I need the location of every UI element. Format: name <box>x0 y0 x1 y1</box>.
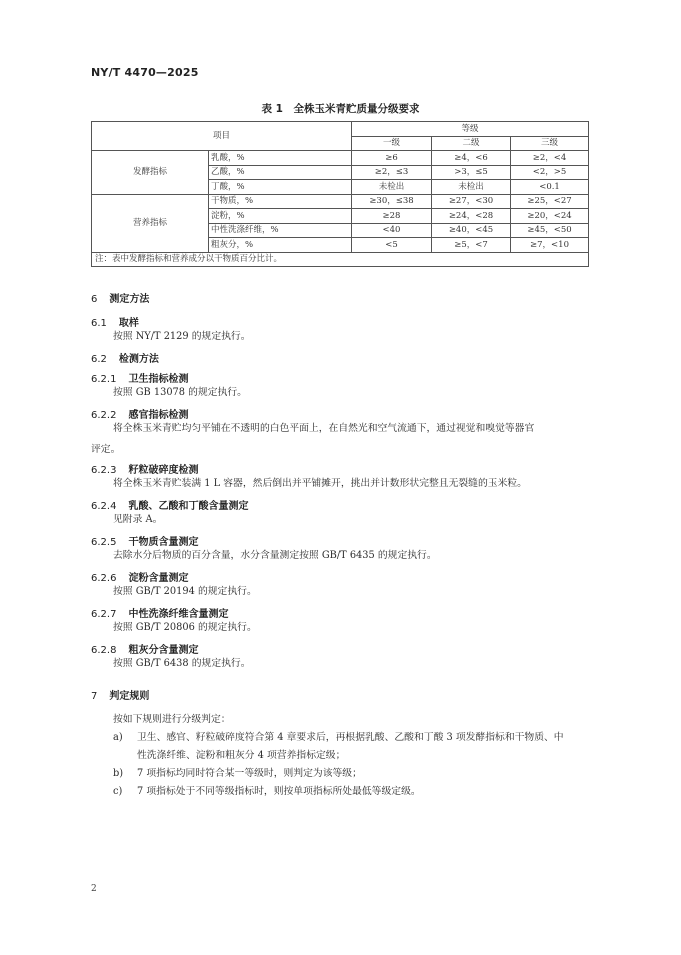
row-value: ≥7，<10 <box>511 238 589 253</box>
row-value: <40 <box>352 223 432 238</box>
table-row <box>92 194 589 209</box>
section-6-2-1-text: 按照 GB 13078 的规定执行。 <box>113 387 247 398</box>
section-6-2-7-heading <box>91 605 228 620</box>
section-number: 7 <box>91 691 98 702</box>
row-value: >3，≤5 <box>432 165 511 180</box>
section-title: 粗灰分含量测定 <box>128 645 199 656</box>
row-value: ≥30，≤38 <box>352 194 432 209</box>
row-value: ≥2，<4 <box>511 151 589 166</box>
section-6-2-4-text: 见附录 A。 <box>113 514 163 525</box>
row-value: ≥5，<7 <box>432 238 511 253</box>
group-name: 发酵指标 <box>92 151 209 195</box>
rule-text-cont: 性洗涤纤维、淀粉和粗灰分 4 项营养指标定级； <box>137 750 346 761</box>
rule-text: 7 项指标处于不同等级指标时，则按单项指标所处最低等级定级。 <box>137 786 421 797</box>
section-number: 6.2.1 <box>91 374 117 385</box>
section-6-1-heading <box>91 314 139 329</box>
grade-3: 三级 <box>511 136 589 151</box>
section-6-2-6-text: 按照 GB/T 20194 的规定执行。 <box>113 586 257 597</box>
section-number: 6.2 <box>91 354 107 365</box>
section-6-2-5-text: 去除水分后物质的百分含量，水分含量测定按照 GB/T 6435 的规定执行。 <box>113 550 437 561</box>
section-6-2-7-text: 按照 GB/T 20806 的规定执行。 <box>113 622 257 633</box>
rule-marker: c) <box>113 786 123 797</box>
row-value: ≥6 <box>352 151 432 166</box>
section-title: 感官指标检测 <box>128 410 189 421</box>
rule-marker: a) <box>113 732 123 743</box>
table-header-row <box>92 122 589 137</box>
rule-item-c <box>113 783 590 801</box>
section-6-2-6-heading <box>91 569 188 584</box>
section-number: 6.2.6 <box>91 573 117 584</box>
section-title: 检测方法 <box>118 354 159 365</box>
page-number: 2 <box>91 884 97 894</box>
rule-text: 7 项指标均同时符合某一等级时，则判定为该等级； <box>137 768 362 779</box>
grade-2: 二级 <box>432 136 511 151</box>
row-item: 中性洗涤纤维，% <box>209 223 352 238</box>
section-title: 乳酸、乙酸和丁酸含量测定 <box>128 501 249 512</box>
section-title: 籽粒破碎度检测 <box>128 465 199 476</box>
section-title: 测定方法 <box>109 294 150 305</box>
row-value: ≥27，<30 <box>432 194 511 209</box>
section-6-heading <box>91 290 149 305</box>
section-6-2-2-heading <box>91 406 188 421</box>
table-title: 表 1 全株玉米青贮质量分级要求 <box>261 103 420 115</box>
row-value: 未检出 <box>432 180 511 195</box>
section-title: 取样 <box>118 318 139 329</box>
section-6-2-1-heading <box>91 370 188 385</box>
section-title: 淀粉含量测定 <box>128 573 189 584</box>
rule-item-b <box>113 765 590 783</box>
grade-table <box>91 121 589 267</box>
row-value: ≥28 <box>352 209 432 224</box>
row-value: ≥2，≤3 <box>352 165 432 180</box>
section-number: 6.2.3 <box>91 465 117 476</box>
table-note-row <box>92 252 589 266</box>
section-title: 卫生指标检测 <box>128 374 189 385</box>
rule-text: 卫生、感官、籽粒破碎度符合第 4 章要求后，再根据乳酸、乙酸和丁酸 3 项发酵指标和干物质、中 <box>137 732 564 743</box>
section-number: 6.2.2 <box>91 410 117 421</box>
row-value: <5 <box>352 238 432 253</box>
row-value: 未检出 <box>352 180 432 195</box>
section-title: 干物质含量测定 <box>128 537 199 548</box>
row-value: <2，>5 <box>511 165 589 180</box>
section-title: 中性洗涤纤维含量测定 <box>128 609 229 620</box>
section-6-1-text: 按照 NY/T 2129 的规定执行。 <box>113 331 251 342</box>
group-name: 营养指标 <box>92 194 209 252</box>
row-item: 淀粉，% <box>209 209 352 224</box>
section-7-heading <box>91 687 149 702</box>
grade-1: 一级 <box>352 136 432 151</box>
row-item: 丁酸，% <box>209 180 352 195</box>
section-6-2-3-text: 将全株玉米青贮装满 1 L 容器，然后倒出并平铺摊开，挑出并计数形状完整且无裂缝的玉米粒。 <box>113 478 527 489</box>
row-value: ≥24，<28 <box>432 209 511 224</box>
section-6-2-2-text-cont: 评定。 <box>91 444 121 455</box>
row-value: ≥20，<24 <box>511 209 589 224</box>
section-number: 6.2.7 <box>91 609 117 620</box>
table-row <box>92 151 589 166</box>
section-6-2-3-heading <box>91 461 198 476</box>
row-item: 乳酸，% <box>209 151 352 166</box>
section-6-2-5-heading <box>91 533 198 548</box>
rule-marker: b) <box>113 768 124 779</box>
section-number: 6.2.4 <box>91 501 117 512</box>
section-number: 6.1 <box>91 318 107 329</box>
standard-code: NY/T 4470—2025 <box>91 66 199 79</box>
row-value: <0.1 <box>511 180 589 195</box>
row-value: ≥45，<50 <box>511 223 589 238</box>
section-6-2-8-text: 按照 GB/T 6438 的规定执行。 <box>113 658 251 669</box>
header-item: 项目 <box>92 122 352 151</box>
header-grade: 等级 <box>352 122 589 137</box>
section-number: 6.2.5 <box>91 537 117 548</box>
row-value: ≥25，<27 <box>511 194 589 209</box>
row-item: 粗灰分，% <box>209 238 352 253</box>
rule-item-a <box>113 729 590 765</box>
row-value: ≥40，<45 <box>432 223 511 238</box>
row-item: 乙酸，% <box>209 165 352 180</box>
section-number: 6.2.8 <box>91 645 117 656</box>
section-6-2-heading <box>91 350 159 365</box>
section-6-2-4-heading <box>91 497 248 512</box>
section-7-intro: 按如下规则进行分级判定： <box>113 714 231 725</box>
section-6-2-2-text: 将全株玉米青贮均匀平铺在不透明的白色平面上，在自然光和空气流通下，通过视觉和嗅觉等器官 <box>113 423 535 434</box>
table-note: 注：表中发酵指标和营养成分以干物质百分比计。 <box>92 252 589 266</box>
section-title: 判定规则 <box>109 691 150 702</box>
row-value: ≥4，<6 <box>432 151 511 166</box>
section-number: 6 <box>91 294 98 305</box>
section-6-2-8-heading <box>91 641 198 656</box>
row-item: 干物质，% <box>209 194 352 209</box>
